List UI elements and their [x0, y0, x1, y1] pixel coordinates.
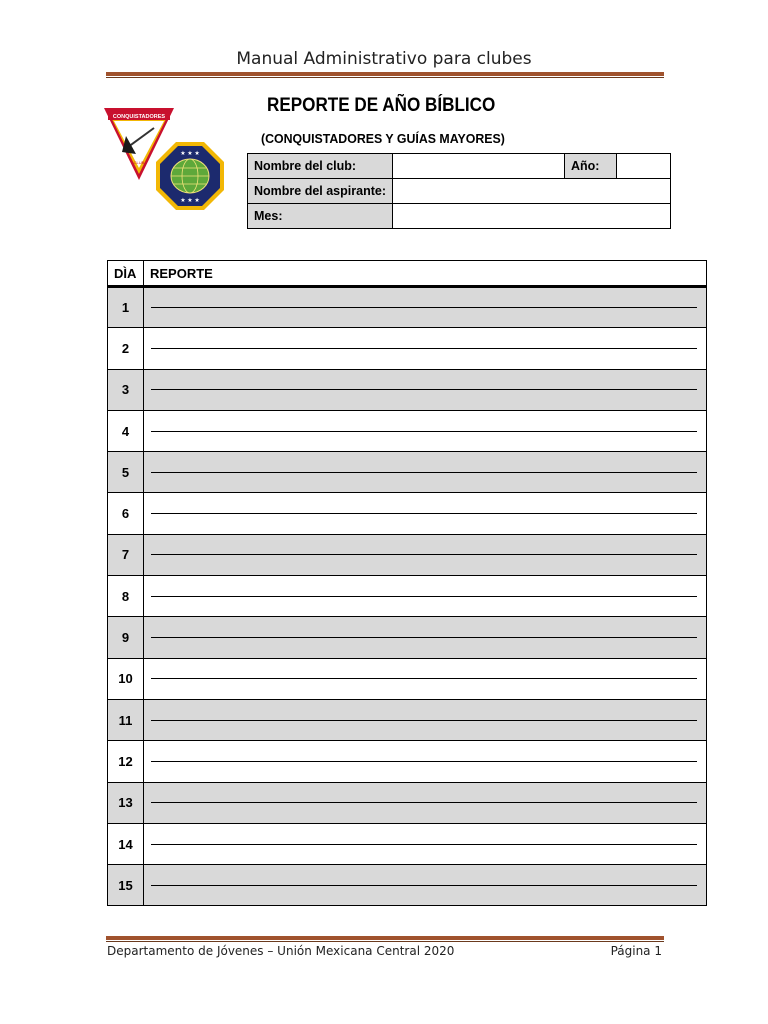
writing-line — [151, 389, 697, 390]
table-row — [108, 452, 707, 493]
daily-report-table — [107, 260, 707, 906]
report-entry-field[interactable] — [144, 328, 707, 369]
day-number: 2 — [108, 328, 144, 369]
writing-line — [151, 596, 697, 597]
day-number: 7 — [108, 534, 144, 575]
table-row — [108, 823, 707, 864]
report-entry-field[interactable] — [144, 287, 707, 328]
writing-line — [151, 472, 697, 473]
writing-line — [151, 802, 697, 803]
writing-line — [151, 513, 697, 514]
table-row — [108, 741, 707, 782]
table-row — [108, 617, 707, 658]
report-entry-field[interactable] — [144, 369, 707, 410]
report-entry-field[interactable] — [144, 782, 707, 823]
table-row — [108, 493, 707, 534]
writing-line — [151, 554, 697, 555]
document-title: REPORTE DE AÑO BÍBLICO — [267, 95, 496, 116]
table-row — [108, 410, 707, 451]
writing-line — [151, 637, 697, 638]
table-row — [108, 576, 707, 617]
day-number: 6 — [108, 493, 144, 534]
club-name-field[interactable] — [392, 154, 564, 179]
writing-line — [151, 844, 697, 845]
report-entry-field[interactable] — [144, 493, 707, 534]
report-table-header — [108, 261, 707, 287]
report-entry-field[interactable] — [144, 741, 707, 782]
table-row — [108, 865, 707, 906]
report-entry-field[interactable] — [144, 534, 707, 575]
table-row — [108, 287, 707, 328]
pathfinder-logo-icon — [104, 106, 232, 218]
report-entry-field[interactable] — [144, 699, 707, 740]
table-row — [108, 534, 707, 575]
year-field[interactable] — [616, 154, 670, 179]
footer-department: Departamento de Jóvenes – Unión Mexicana Central 2020 — [107, 944, 455, 958]
svg-text:★ ★ ★: ★ ★ ★ — [180, 198, 200, 204]
month-field[interactable] — [392, 204, 670, 229]
day-number: 14 — [108, 823, 144, 864]
header-divider — [106, 72, 664, 78]
applicant-name-label: Nombre del aspirante: — [248, 179, 393, 204]
day-number: 11 — [108, 699, 144, 740]
day-number: 9 — [108, 617, 144, 658]
table-row — [108, 369, 707, 410]
writing-line — [151, 431, 697, 432]
report-entry-field[interactable] — [144, 865, 707, 906]
report-entry-field[interactable] — [144, 658, 707, 699]
month-label: Mes: — [248, 204, 393, 229]
writing-line — [151, 720, 697, 721]
day-number: 15 — [108, 865, 144, 906]
writing-line — [151, 885, 697, 886]
footer-page-number: Página 1 — [610, 944, 662, 958]
year-label: Año: — [564, 154, 616, 179]
report-column-header: REPORTE — [144, 261, 707, 287]
svg-text:★ ★ ★: ★ ★ ★ — [180, 151, 200, 157]
day-number: 1 — [108, 287, 144, 328]
writing-line — [151, 348, 697, 349]
day-number: 8 — [108, 576, 144, 617]
info-form-table — [247, 153, 671, 229]
document-subtitle: (CONQUISTADORES Y GUÍAS MAYORES) — [261, 131, 505, 146]
writing-line — [151, 761, 697, 762]
day-number: 10 — [108, 658, 144, 699]
day-number: 3 — [108, 369, 144, 410]
day-number: 13 — [108, 782, 144, 823]
report-entry-field[interactable] — [144, 576, 707, 617]
applicant-name-field[interactable] — [392, 179, 670, 204]
page-header-title: Manual Administrativo para clubes — [236, 49, 532, 69]
table-row — [108, 699, 707, 740]
day-number: 12 — [108, 741, 144, 782]
svg-text:CLUB: CLUB — [133, 160, 145, 165]
report-entry-field[interactable] — [144, 452, 707, 493]
report-table-body — [108, 287, 707, 906]
report-entry-field[interactable] — [144, 617, 707, 658]
report-entry-field[interactable] — [144, 823, 707, 864]
logo-text: CONQUISTADORES — [112, 114, 166, 120]
table-row — [108, 782, 707, 823]
table-row — [108, 328, 707, 369]
table-row — [108, 658, 707, 699]
day-column-header: DÌA — [108, 261, 144, 287]
report-entry-field[interactable] — [144, 410, 707, 451]
club-name-label: Nombre del club: — [248, 154, 393, 179]
club-logos — [104, 106, 232, 218]
day-number: 5 — [108, 452, 144, 493]
writing-line — [151, 307, 697, 308]
day-number: 4 — [108, 410, 144, 451]
writing-line — [151, 678, 697, 679]
footer-divider — [106, 936, 664, 942]
master-guide-logo-icon — [156, 142, 224, 210]
